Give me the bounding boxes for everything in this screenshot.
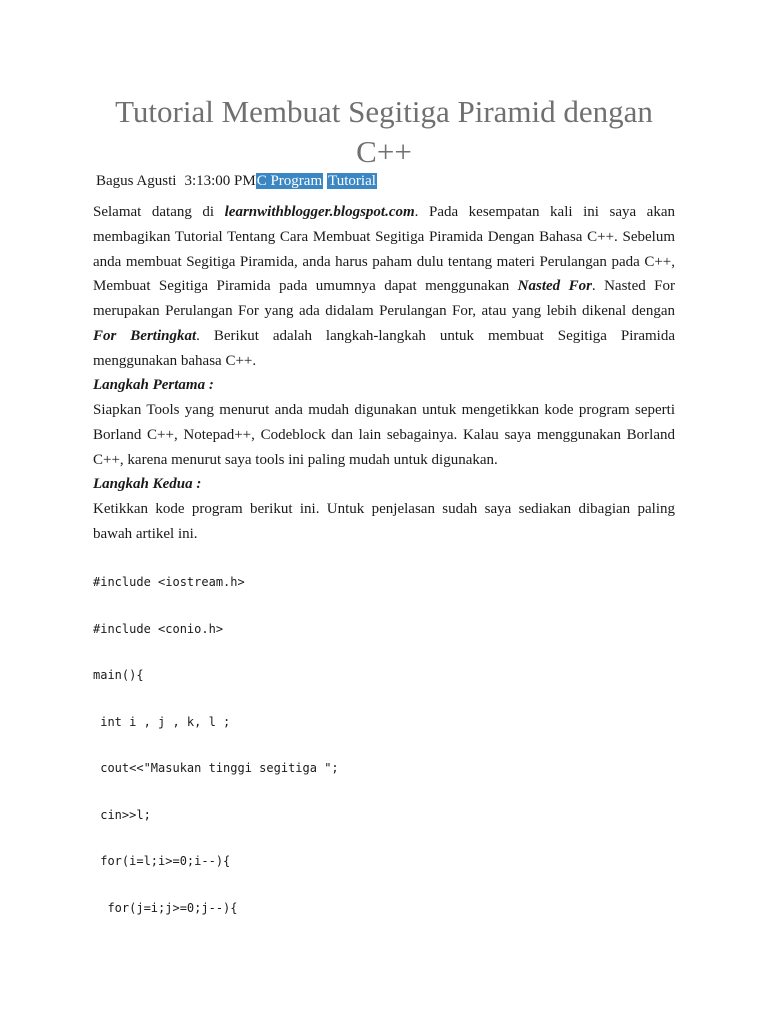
code-line: cin>>l; [93, 808, 151, 822]
code-line: for(i=l;i>=0;i--){ [93, 854, 231, 868]
intro-text-2: . Pada kesempatan kali ini saya akan membagikan Tutorial Tentang Cara Membuat Segitiga Piramida Dengan Bahasa C++. Sebelum anda membuat Segitiga Piramida, anda harus paham dulu tentang materi Perulangan pada C++, Membuat Segitiga Piramida pada umumnya dapat menggunakan [93, 204, 676, 295]
tag-c-program[interactable]: C Program [256, 173, 323, 189]
step1-heading: Langkah Pertama : [93, 377, 214, 393]
intro-paragraph [93, 200, 675, 374]
page-title: Tutorial Membuat Segitiga Piramid dengan C++ [115, 94, 653, 169]
code-line: for(j=i;j>=0;j--){ [93, 901, 238, 915]
intro-text-3: . Nasted For merupakan Perulangan For yang ada didalam Perulangan For, atau yang lebih dikenal dengan [93, 278, 675, 320]
code-line: main(){ [93, 668, 144, 682]
step1-paragraph: Siapkan Tools yang menurut anda mudah digunakan untuk mengetikkan kode program seperti Borland C++, Notepad++, Codeblock dan lain sebagainya. Kalau saya menggunakan Borland C++, karena menurut saya tools ini paling mudah untuk digunakan. [93, 402, 675, 468]
nasted-for-term: Nasted For [517, 278, 592, 295]
step2-heading: Langkah Kedua : [93, 476, 202, 492]
site-link[interactable]: learnwithblogger.blogspot.com [224, 204, 415, 220]
tag-tutorial[interactable]: Tutorial [328, 173, 376, 189]
intro-text-1: Selamat datang di [93, 204, 225, 220]
intro-text-4: . Berikut adalah langkah-langkah untuk membuat Segitiga Piramida menggunakan bahasa C++. [93, 327, 676, 369]
code-line: #include <conio.h> [93, 622, 224, 636]
code-line: cout<<"Masukan tinggi segitiga "; [93, 761, 339, 775]
post-time: 3:13:00 PM [184, 173, 256, 189]
post-meta [96, 172, 377, 190]
code-line: #include <iostream.h> [93, 575, 245, 589]
step2-paragraph: Ketikkan kode program berikut ini. Untuk penjelasan sudah saya sediakan dibagian paling bawah artikel ini. [93, 501, 675, 542]
code-line: int i , j , k, l ; [93, 715, 231, 729]
author-name[interactable]: Bagus Agusti [96, 173, 177, 189]
for-bertingkat-term: For Bertingkat [93, 327, 197, 344]
